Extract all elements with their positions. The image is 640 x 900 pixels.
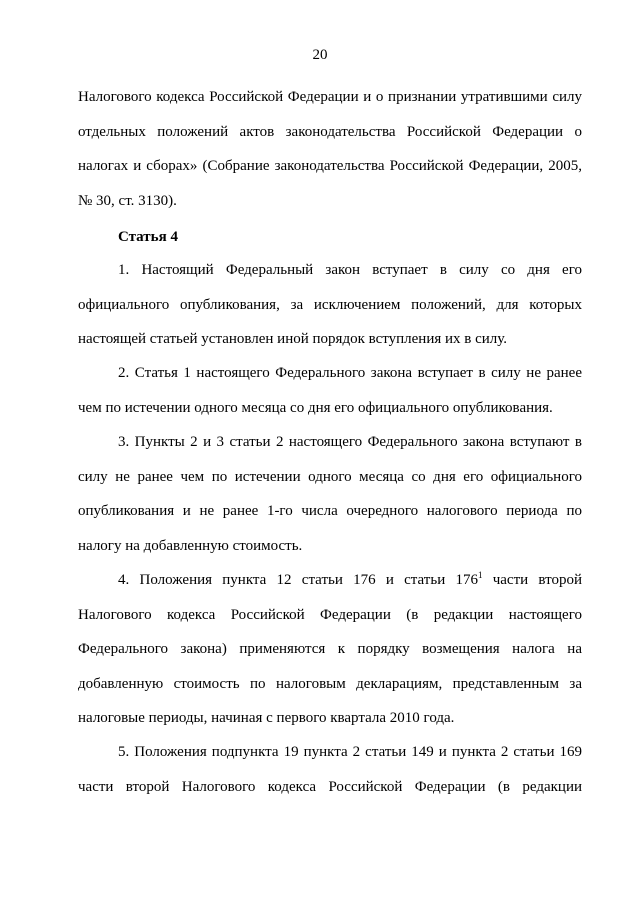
paragraph-2 xyxy=(78,356,582,425)
paragraph-3 xyxy=(78,425,582,563)
text-line: официального опубликования, за исключением положений, для которых xyxy=(78,296,582,313)
paragraph-4 xyxy=(78,563,582,736)
intro-paragraph xyxy=(78,80,582,218)
text-segment: 4. Положения пункта 12 статьи 176 и статьи 176 xyxy=(118,572,478,588)
text-line: части второй Налогового кодекса Российской Федерации (в редакции xyxy=(78,778,582,795)
paragraph-1 xyxy=(78,253,582,357)
text-line: настоящей статьей установлен иной порядок вступления их в силу. xyxy=(78,331,508,347)
text-line: Налогового кодекса Российской Федерации (в редакции настоящего xyxy=(78,606,582,623)
text-line: опубликования и не ранее 1-го числа очередного налогового периода по xyxy=(78,503,582,519)
text-line: чем по истечении одного месяца со дня его официального опубликования. xyxy=(78,399,553,416)
text-line: налоговые периоды, начиная с первого квартала 2010 года. xyxy=(78,710,455,726)
text-line-with-superscript xyxy=(78,563,582,598)
superscript: 1 xyxy=(477,570,483,580)
article-heading: Статья 4 xyxy=(118,229,178,245)
text-line: 5. Положения подпункта 19 пункта 2 статьи 149 и пункта 2 статьи 169 xyxy=(118,744,582,760)
text-line: № 30, ст. 3130). xyxy=(78,192,177,209)
text-line: Федерального закона) применяются к порядку возмещения налога на xyxy=(78,641,582,657)
text-line: 2. Статья 1 настоящего Федерального закона вступает в силу не ранее xyxy=(118,365,582,381)
text-line: 3. Пункты 2 и 3 статьи 2 настоящего Федерального закона вступают в xyxy=(118,434,582,450)
text-line: силу не ранее чем по истечении одного месяца со дня его официального xyxy=(78,468,582,485)
text-line: отдельных положений актов законодательства Российской Федерации о xyxy=(78,123,582,140)
text-line: налогу на добавленную стоимость. xyxy=(78,537,303,554)
text-line: налогах и сборах» (Собрание законодательства Российской Федерации, 2005, xyxy=(78,158,582,174)
page-number: 20 xyxy=(312,47,328,63)
text-segment: части второй xyxy=(482,572,582,588)
text-line: 1. Настоящий Федеральный закон вступает в силу со дня его xyxy=(118,262,582,278)
text-line: Налогового кодекса Российской Федерации и о признании утратившими силу xyxy=(78,89,582,105)
text-line: добавленную стоимость по налоговым декларациям, представленным за xyxy=(78,675,582,692)
paragraph-5 xyxy=(78,735,582,804)
